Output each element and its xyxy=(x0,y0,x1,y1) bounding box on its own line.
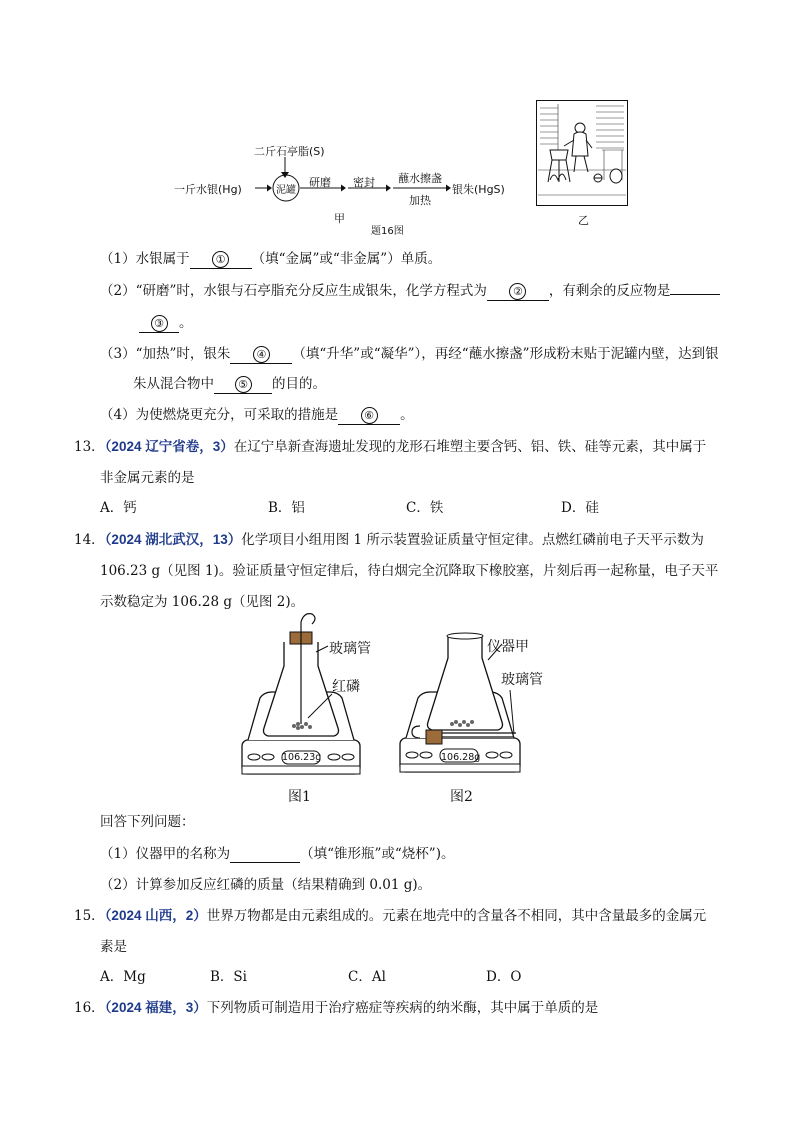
flow-step-heat: 加热 xyxy=(409,194,431,207)
q13-option-c[interactable]: C．铁 xyxy=(406,500,444,516)
q15-option-d[interactable]: D．O xyxy=(486,969,522,985)
fig2-label-instrument-jia: 仪器甲 xyxy=(487,639,529,655)
flow-input-sulfur: 二斤石亭脂(S) xyxy=(254,145,325,158)
q14-sub1: （1）仪器甲的名称为 （填“锥形瓶”或“烧杯”)。 xyxy=(100,846,455,862)
flow-step-grind: 研磨 xyxy=(309,176,331,189)
fig1-label-glass-tube: 玻璃管 xyxy=(329,641,371,657)
q16-stem: 16．（2024 福建，3）下列物质可制造用于治疗癌症等疾病的纳米酶，其中属于单质的是 xyxy=(74,1000,599,1016)
q15-option-c[interactable]: C．Al xyxy=(348,969,386,985)
q15-option-b[interactable]: B．Si xyxy=(210,969,247,985)
q13-option-a[interactable]: A．钙 xyxy=(100,500,137,516)
flow-step-seal: 密封 xyxy=(353,176,375,189)
fig2-reading: 106.28g xyxy=(441,752,481,763)
blank-marker-5: ⑤ xyxy=(235,376,252,393)
ancient-illustration xyxy=(536,100,628,206)
q14-source: （2024 湖北武汉，13） xyxy=(104,532,242,547)
label-jia: 甲 xyxy=(334,212,345,225)
fig1-label-red-phosphorus: 红磷 xyxy=(332,679,360,695)
fig2-label-glass-tube: 玻璃管 xyxy=(501,672,543,688)
blank-marker-6: ⑥ xyxy=(361,407,378,424)
q13-source: （2024 辽宁省卷，3） xyxy=(104,439,234,454)
q13-option-d[interactable]: D．硅 xyxy=(561,500,599,516)
q16-source: （2024 福建，3） xyxy=(104,1000,207,1015)
q12-part3-line2: 朱从混合物中 ⑤ 的目的。 xyxy=(133,376,326,392)
flow-vessel: 泥罐 xyxy=(276,185,296,196)
q14-stem-line2: 106.23 g（见图 1)。验证质量守恒定律后，待白烟完全沉降取下橡胶塞，片刻后再一起称量，电子天平 xyxy=(100,563,719,579)
q15-stem-line2: 素是 xyxy=(100,939,127,955)
q15-stem: 15．（2024 山西，2）世界万物都是由元素组成的。元素在地壳中的含量各不相同，其中含量最多的金属元 xyxy=(74,908,707,924)
q12-part4: （4）为使燃烧更充分，可采取的措施是 ⑥ 。 xyxy=(100,407,414,423)
fig1-reading: 106.23g xyxy=(282,752,322,763)
q14-stem-line3: 示数稳定为 106.28 g（见图 2)。 xyxy=(100,594,305,610)
blank-marker-4: ④ xyxy=(253,346,270,363)
q12-part1: （1）水银属于 ① （填“金属”或“非金属”）单质。 xyxy=(100,251,442,267)
q13-stem-line2: 非金属元素的是 xyxy=(100,470,195,486)
q14-answer-prompt: 回答下列问题： xyxy=(100,814,195,830)
fig1-caption: 图1 xyxy=(288,789,311,805)
q14-sub1-blank[interactable] xyxy=(230,847,300,863)
q12-part2: （2）“研磨”时，水银与石亭脂充分反应生成银朱，化学方程式为 ② ，有剩余的反应物是 xyxy=(100,279,720,301)
blank-marker-2: ② xyxy=(509,283,526,300)
q14-sub2: （2）计算参加反应红磷的质量（结果精确到 0.01 g)。 xyxy=(100,877,432,893)
label-yi: 乙 xyxy=(578,214,589,227)
q15-source: （2024 山西，2） xyxy=(104,908,207,923)
flow-input-mercury: 一斤水银(Hg) xyxy=(174,183,242,196)
q13-stem: 13．（2024 辽宁省卷，3）在辽宁阜新查海遗址发现的龙形石堆塑主要含钙、铝、铁、硅等元素，其中属于 xyxy=(74,439,707,455)
flow-step-wipe: 蘸水擦盏 xyxy=(398,172,442,185)
q13-option-b[interactable]: B．铝 xyxy=(268,500,305,516)
q15-option-a[interactable]: A．Mg xyxy=(100,969,146,985)
q12-part3: （3）“加热”时，银朱 ④ （填“升华”或“凝华”），再经“蘸水擦盏”形成粉末贴于泥罐内壁，达到银 xyxy=(100,346,719,362)
q14-stem: 14．（2024 湖北武汉，13）化学项目小组用图 1 所示装置验证质量守恒定律。点燃红磷前电子天平示数为 xyxy=(74,532,704,548)
flow-product: 银朱(HgS) xyxy=(452,183,505,196)
blank-marker-1: ① xyxy=(212,251,229,268)
blank-marker-3: ③ xyxy=(151,315,168,332)
q12-part2-line2: ③ 。 xyxy=(139,311,193,333)
figure-caption: 题16图 xyxy=(371,226,404,237)
fig2-caption: 图2 xyxy=(450,789,473,805)
